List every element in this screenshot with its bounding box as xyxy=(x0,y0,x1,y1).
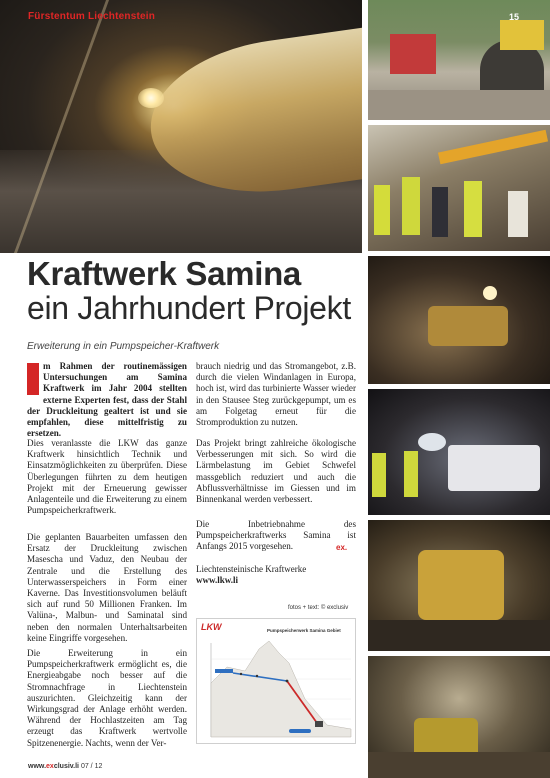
photo-cavern-truck xyxy=(368,389,550,515)
photo-tunnel-machine xyxy=(368,520,550,651)
intro-paragraph xyxy=(27,361,187,439)
body-paragraph: Das Projekt bringt zahlreiche ökologische Verbesserungen mit sich. So wird die Lärmbelastung im Gebiet Schwefel massgeblich reduziert und auch die Abflussverhältnisse im Giessen und im Binnenkanal werden verbessert. xyxy=(196,438,356,505)
drum-shape xyxy=(418,433,446,451)
cavern-reservoir xyxy=(289,729,311,733)
excavator-arm-shape xyxy=(438,130,548,165)
vest-shape xyxy=(404,451,418,497)
ground-shape xyxy=(368,620,550,651)
vest-shape xyxy=(372,453,386,497)
body-paragraph: Die Erweiterung in ein Pumpspeicherkraftwerk ermöglicht es, die Energieabgabe noch besser auf die Stromnachfrage in Liechtenstein auszurichten. Gleichzeitig kann der Wirkungsgrad der Anlage erhöht werden. Während der Hochlastzeiten am Tag erzeugt das Kraftwerk wertvolle Spitzenenergie. Nachts, wenn der Ver- xyxy=(27,648,187,748)
marker-point xyxy=(256,675,258,677)
diagram-title: Pumpspeicherwerk Samina Gebiet xyxy=(267,628,341,633)
body-paragraph: Dies veranlasste die LKW das ganze Kraftwerk hinsichtlich Technik und Einsatzmöglichkeiten zu überprüfen. Diese Überlegungen führten zu dem heutigen Projekt mit der Erneuerung gewisser Anlagenteile und die Erweiterung zu einem Pumpspeicherkraftwerk. xyxy=(27,438,187,516)
machine-shape xyxy=(390,34,436,74)
company-name: Liechtensteinische Kraftwerke xyxy=(196,564,307,574)
ground-shape xyxy=(368,90,550,120)
footer-issue: 07 / 12 xyxy=(80,763,103,770)
vest-shape xyxy=(402,177,420,235)
marker-point xyxy=(286,680,289,683)
photo-visitors-group xyxy=(368,125,550,251)
drop-cap-block xyxy=(27,363,39,395)
tunnel-photo xyxy=(0,0,362,253)
footer-web-suffix: clusiv.li xyxy=(53,763,79,770)
container-shape xyxy=(500,20,544,50)
page-footer xyxy=(28,763,102,770)
body-paragraph: brauch niedrig und das Stromangebot, z.B. durch die vielen Windanlagen in Europa, hoch ist, wird das turbinierte Wasser wieder in den Stausee Steg zurückgepumpt, um es am Folgetag erneut für die Stromproduktion zu nutzen. xyxy=(196,361,356,428)
article-title-line2: ein Jahrhundert Projekt xyxy=(27,290,351,326)
power-plant-diagram xyxy=(196,618,356,744)
footer-web-ex: ex xyxy=(46,763,54,770)
work-light-shape xyxy=(483,286,497,300)
body-paragraph: Die Inbetriebnahme des Pumpspeicherkraftwerks Samina ist Anfangs 2015 vorgesehen. xyxy=(196,519,356,552)
lkw-logo: LKW xyxy=(201,622,222,632)
photo-drilling-rig xyxy=(368,256,550,384)
diagram-svg xyxy=(197,619,355,743)
truck-shape xyxy=(448,445,540,491)
body-paragraph: Die geplanten Bauarbeiten umfassen den Ersatz der Druckleitung zwischen Masescha und Vaduz, den Neubau der Zentrale und die Erstellung des Unterwasserspeichers in Form einer Kaverne. Das Investitionsvolumen beläuft sich auf rund 50 Millionen Franken. Im Valüna-, Malbun- und Saminatal sind neben den normalen Unterhaltsarbeiten keine Eingriffe vorgesehen. xyxy=(27,532,187,643)
marker-point xyxy=(240,673,242,675)
intro-text: m Rahmen der routinemässigen Untersuchungen am Samina Kraftwerk im Jahr 2004 stellten externe Experten fest, dass der Stahl der Druckleitung gealtert ist und sie empfahlen, diese mittelfristig zu ersetzen. xyxy=(27,361,187,439)
terrain-profile xyxy=(211,641,351,737)
article-title: Kraftwerk Samina xyxy=(27,255,301,292)
person-shape xyxy=(508,191,528,237)
end-mark: ex. xyxy=(336,543,348,552)
power-station xyxy=(315,721,323,727)
region-label: Fürstentum Liechtenstein xyxy=(28,11,156,22)
person-shape xyxy=(432,187,448,237)
tunnel-light xyxy=(138,88,164,108)
photo-site-entrance xyxy=(368,0,550,120)
footer-web-prefix: www. xyxy=(28,763,47,770)
reservoir-steg xyxy=(215,669,233,673)
vest-shape xyxy=(464,181,482,237)
photo-credits: fotos + text: © exclusiv xyxy=(288,605,349,611)
machine-shape xyxy=(418,550,504,620)
page-number: 15 xyxy=(509,12,520,22)
vest-shape xyxy=(374,185,390,235)
company-link[interactable]: www.lkw.li xyxy=(196,575,239,585)
ground-shape xyxy=(368,752,550,778)
photo-cavern-loader xyxy=(368,656,550,778)
drill-rig-shape xyxy=(428,306,508,346)
article-subtitle: Erweiterung in ein Pumpspeicher-Kraftwerk xyxy=(27,341,220,352)
